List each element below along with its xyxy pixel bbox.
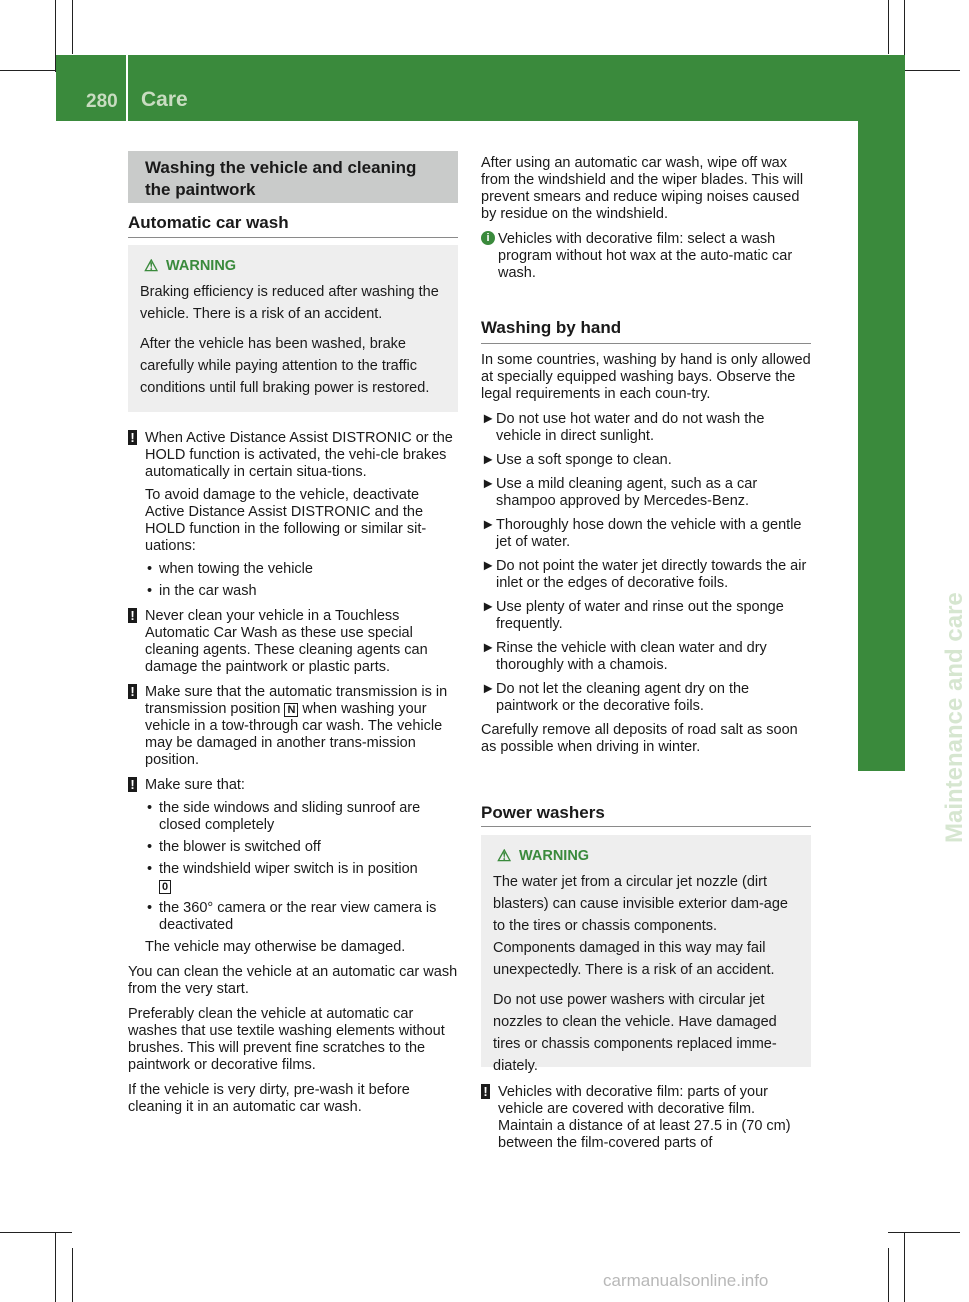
bullet-item: • when towing the vehicle bbox=[145, 561, 460, 578]
left-column bbox=[128, 430, 460, 1124]
step-text: Do not point the water jet directly towards the air inlet or the edges of decorative foils. bbox=[496, 558, 807, 591]
arrow-icon: ► bbox=[481, 640, 496, 656]
note bbox=[128, 430, 460, 600]
exclamation-icon: ! bbox=[481, 1084, 490, 1099]
bullet-item: • in the car wash bbox=[145, 583, 460, 600]
bullet-text: the windshield wiper switch is in position bbox=[159, 861, 418, 877]
bullet-item bbox=[145, 861, 460, 895]
crop-mark bbox=[72, 0, 73, 54]
note-text-part: Make sure that the automatic transmission is in transmission position bbox=[145, 684, 448, 717]
arrow-icon: ► bbox=[481, 558, 496, 574]
info-text: Vehicles with decorative film: select a wash program without hot wax at the auto-matic car wash. bbox=[498, 231, 793, 281]
heading-rule bbox=[481, 826, 811, 827]
step-item bbox=[481, 452, 811, 469]
arrow-icon: ► bbox=[481, 681, 496, 697]
header-divider bbox=[126, 55, 128, 121]
step-text: Thoroughly hose down the vehicle with a gentle jet of water. bbox=[496, 517, 802, 550]
step-text: Use plenty of water and rinse out the sponge frequently. bbox=[496, 599, 784, 632]
watermark: carmanualsonline.info bbox=[603, 1271, 769, 1290]
heading-automatic-car-wash: Automatic car wash bbox=[128, 213, 289, 232]
gear-n-symbol: N bbox=[284, 703, 298, 717]
warning-box bbox=[128, 245, 458, 412]
paragraph: After using an automatic car wash, wipe off wax from the windshield and the wiper blades. This will prevent smears and reduce wiping noises caused by residue on the windshield. bbox=[481, 155, 804, 222]
warning-label: WARNING bbox=[166, 258, 237, 274]
page-title: Care bbox=[141, 88, 188, 111]
info-note bbox=[481, 231, 811, 282]
right-column-top bbox=[481, 155, 811, 290]
warning-text: Do not use power washers with circular jet nozzles to clean the vehicle. Have damaged tires or chassis components replaced imme-diately. bbox=[493, 992, 777, 1074]
side-tab bbox=[858, 121, 968, 843]
crop-mark bbox=[55, 1232, 56, 1302]
crop-mark bbox=[904, 1232, 905, 1302]
warning-header bbox=[493, 845, 799, 867]
warning-text: Braking efficiency is reduced after washing the vehicle. There is a risk of an accident. bbox=[140, 284, 439, 322]
step-item bbox=[481, 517, 811, 551]
bullet-item: • the side windows and sliding sunroof are closed completely bbox=[145, 800, 460, 834]
section-title-line1: Washing the vehicle and cleaning bbox=[145, 158, 417, 177]
step-item bbox=[481, 476, 811, 510]
warning-icon: ⚠ bbox=[144, 258, 159, 275]
note bbox=[481, 1084, 811, 1152]
section-title bbox=[128, 151, 458, 203]
paragraph: Preferably clean the vehicle at automatic car washes that use textile washing elements without brushes. This will prevent fine scratches to the paintwork or decorative films. bbox=[128, 1006, 445, 1073]
arrow-icon: ► bbox=[481, 411, 496, 427]
paragraph: Carefully remove all deposits of road salt as soon as possible when driving in winter. bbox=[481, 722, 798, 755]
exclamation-icon: ! bbox=[128, 430, 137, 445]
bullet-item: • the 360° camera or the rear view camera is deactivated bbox=[145, 900, 460, 934]
note-text: The vehicle may otherwise be damaged. bbox=[145, 939, 406, 955]
note-text-part: when washing your vehicle in a tow-through car wash. The vehicle may be damaged in another trans-mission position. bbox=[145, 701, 443, 768]
wiper-off-symbol: 0 bbox=[159, 880, 171, 894]
crop-mark bbox=[888, 1232, 960, 1233]
heading-washing-by-hand: Washing by hand bbox=[481, 318, 622, 337]
step-item bbox=[481, 599, 811, 633]
bullet-item: • the blower is switched off bbox=[145, 839, 460, 856]
exclamation-icon: ! bbox=[128, 777, 137, 792]
arrow-icon: ► bbox=[481, 517, 496, 533]
warning-label: WARNING bbox=[519, 848, 590, 864]
step-text: Rinse the vehicle with clean water and dry thoroughly with a chamois. bbox=[496, 640, 767, 673]
step-item bbox=[481, 640, 811, 674]
right-column-note bbox=[481, 1084, 811, 1160]
note bbox=[128, 777, 460, 956]
step-item bbox=[481, 681, 811, 715]
page-number: 280 bbox=[86, 91, 118, 112]
crop-mark bbox=[72, 1248, 73, 1302]
step-text: Use a soft sponge to clean. bbox=[496, 452, 672, 468]
crop-mark bbox=[888, 0, 889, 54]
right-column-hand bbox=[481, 352, 811, 764]
exclamation-icon: ! bbox=[128, 684, 137, 699]
arrow-icon: ► bbox=[481, 452, 496, 468]
crop-mark bbox=[888, 1248, 889, 1302]
step-text: Do not let the cleaning agent dry on the paintwork or the decorative foils. bbox=[496, 681, 750, 714]
paragraph: In some countries, washing by hand is only allowed at specially equipped washing bays. Observe the legal requirements in each coun-try. bbox=[481, 352, 811, 402]
note-text: Make sure that: bbox=[145, 777, 245, 793]
side-tab-label: Maintenance and care bbox=[941, 592, 968, 843]
warning-text: The water jet from a circular jet nozzle (dirt blasters) can cause invisible exterior dam-age to the tires or chassis components. Components damaged in this way may fail unexpectedly. There is a risk of an accident. bbox=[493, 874, 788, 978]
warning-text: After the vehicle has been washed, brake carefully while paying attention to the traffic conditions until full braking power is restored. bbox=[140, 336, 430, 396]
heading-rule bbox=[128, 237, 458, 238]
note bbox=[128, 608, 460, 676]
step-item bbox=[481, 558, 811, 592]
note-text bbox=[145, 684, 460, 769]
crop-mark bbox=[0, 1232, 72, 1233]
section-title-line2: the paintwork bbox=[145, 180, 256, 199]
step-text: Use a mild cleaning agent, such as a car shampoo approved by Mercedes-Benz. bbox=[496, 476, 758, 509]
info-icon: i bbox=[481, 231, 495, 245]
warning-box bbox=[481, 835, 811, 1074]
paragraph: You can clean the vehicle at an automatic car wash from the very start. bbox=[128, 964, 458, 997]
step-text: Do not use hot water and do not wash the vehicle in direct sunlight. bbox=[496, 411, 765, 444]
note-text: Vehicles with decorative film: parts of your vehicle are covered with decorative film. Maintain a distance of at least 27.5 in (70 cm) between the film-covered parts of bbox=[498, 1084, 791, 1151]
note-text: To avoid damage to the vehicle, deactivate Active Distance Assist DISTRONIC and the HOLD function in the following or similar sit-uations: bbox=[145, 487, 427, 554]
warning-icon: ⚠ bbox=[497, 848, 512, 865]
note bbox=[128, 684, 460, 769]
note-text: When Active Distance Assist DISTRONIC or the HOLD function is activated, the vehi-cle brakes automatically in certain situa-tions. bbox=[145, 430, 453, 480]
exclamation-icon: ! bbox=[128, 608, 137, 623]
paragraph: If the vehicle is very dirty, pre-wash it before cleaning it in an automatic car wash. bbox=[128, 1082, 410, 1115]
arrow-icon: ► bbox=[481, 476, 496, 492]
arrow-icon: ► bbox=[481, 599, 496, 615]
heading-rule bbox=[481, 343, 811, 344]
note-text: Never clean your vehicle in a Touchless Automatic Car Wash as these use special cleaning agents. These cleaning agents can damage the paintwork or plastic parts. bbox=[145, 608, 428, 675]
step-item bbox=[481, 411, 811, 445]
heading-power-washers: Power washers bbox=[481, 803, 605, 822]
warning-header bbox=[140, 255, 446, 277]
